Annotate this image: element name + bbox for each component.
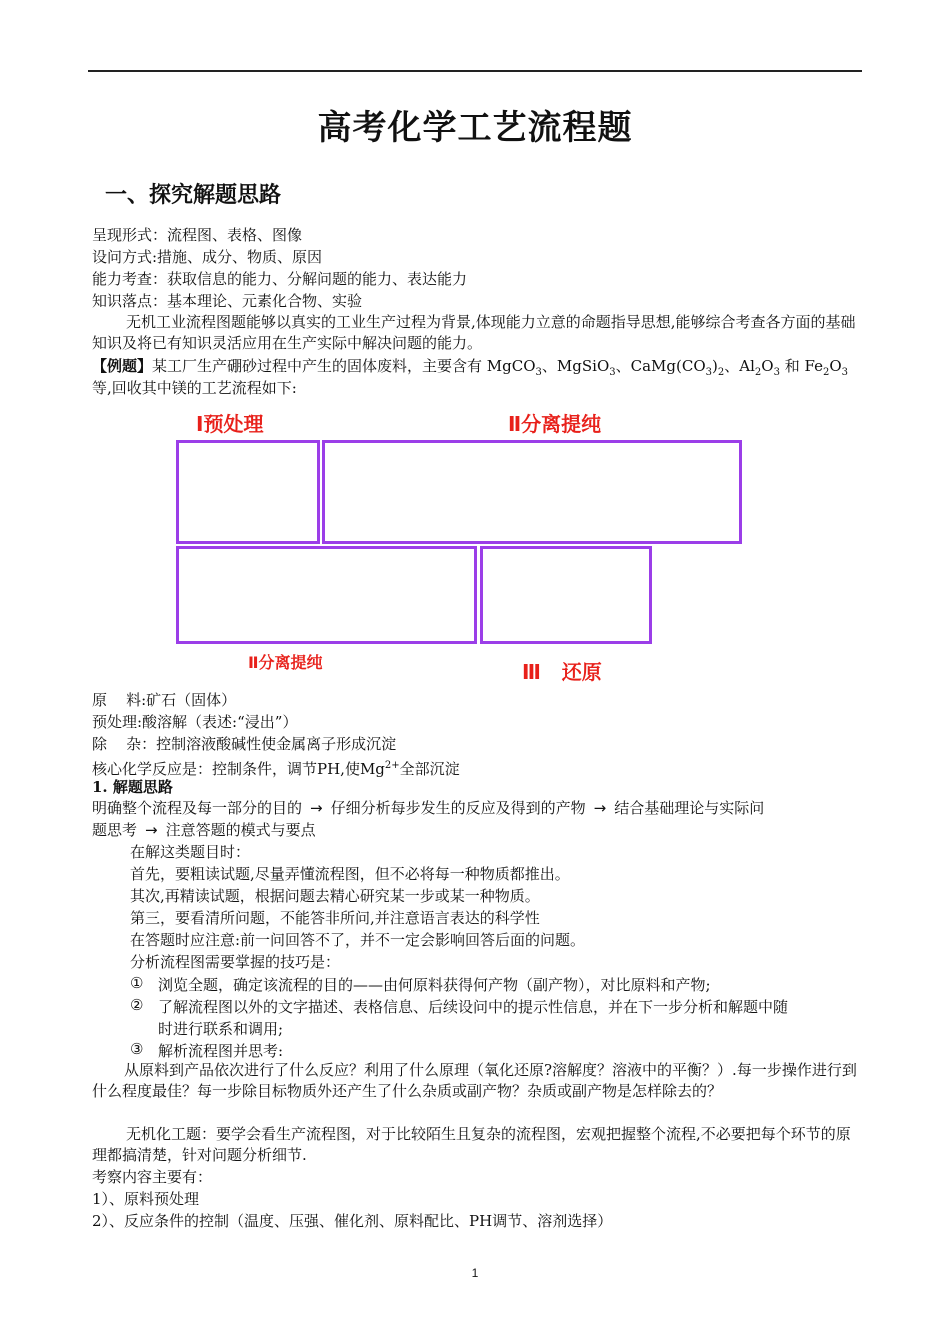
list-marker: ② bbox=[130, 996, 144, 1014]
text-line: 考察内容主要有： bbox=[92, 1168, 213, 1186]
flow-label-pretreat: Ⅰ预处理 bbox=[196, 412, 264, 436]
arrow-icon: → bbox=[310, 799, 323, 817]
text-line: 分析流程图需要掌握的技巧是： bbox=[130, 953, 341, 971]
step-text: 仔细分析每步发生的反应及得到的产物 bbox=[330, 799, 586, 817]
flow-box bbox=[176, 440, 320, 544]
list-item: 浏览全题，确定该流程的目的——由何原料获得何产物（副产物），对比原料和产物; bbox=[158, 976, 711, 994]
list-item-cont: 时进行联系和调用; bbox=[158, 1020, 284, 1038]
flow-label-separate-top: Ⅱ分离提纯 bbox=[508, 412, 602, 436]
flow-label-separate-bottom: Ⅱ分离提纯 bbox=[248, 653, 323, 672]
step-text: 题思考 bbox=[92, 821, 138, 839]
text-line: 原 料:矿石（固体） bbox=[92, 691, 237, 709]
flow-box bbox=[480, 546, 652, 644]
text-line bbox=[92, 756, 460, 779]
list-item: 解析流程图并思考: bbox=[158, 1042, 284, 1060]
text-line: 在答题时应注意:前一问回答不了，并不一定会影响回答后面的问题。 bbox=[130, 931, 586, 949]
flow-label-reduce: Ⅲ 还原 bbox=[522, 660, 602, 684]
charge: 2+ bbox=[384, 760, 400, 771]
reaction-text-end: 全部沉淀 bbox=[399, 760, 460, 778]
text-line: 2）、反应条件的控制（温度、压强、催化剂、原料配比、PH调节、溶剂选择） bbox=[92, 1212, 613, 1230]
section-heading: 一、探究解题思路 bbox=[105, 182, 282, 208]
text-line: 知识落点：基本理论、元素化合物、实验 bbox=[92, 292, 363, 310]
paragraph: 无机工业流程图题能够以真实的工业生产过程为背景,体现能力立意的命题指导思想,能够综合考查各方面的基础知识及将已有知识灵活应用在生产实际中解决问题的能力。 bbox=[92, 313, 856, 352]
example-text: 某工厂生产硼砂过程中产生的固体废料，主要含有 MgCO bbox=[152, 357, 536, 375]
text-line: 其次,再精读试题，根据问题去精心研究某一步或某一种物质。 bbox=[130, 887, 540, 905]
step-text: 明确整个流程及每一部分的目的 bbox=[92, 799, 303, 817]
example-line-2: 等,回收其中镁的工艺流程如下: bbox=[92, 379, 297, 397]
list-marker: ① bbox=[130, 974, 144, 992]
text-line: 呈现形式：流程图、表格、图像 bbox=[92, 226, 303, 244]
flow-steps bbox=[92, 798, 764, 818]
subsection-heading: 1. 解题思路 bbox=[92, 778, 173, 796]
text-line: 第三，要看清所问题，不能答非所问,并注意语言表达的科学性 bbox=[130, 909, 540, 927]
flow-box bbox=[322, 440, 742, 544]
header-rule bbox=[88, 70, 862, 72]
arrow-icon: → bbox=[145, 821, 158, 839]
text-line: 设问方式:措施、成分、物质、原因 bbox=[92, 248, 323, 266]
reaction-text: 核心化学反应是：控制条件，调节PH,使Mg bbox=[92, 760, 385, 778]
text-line: 首先，要粗读试题,尽量弄懂流程图，但不必将每一种物质都推出。 bbox=[130, 865, 570, 883]
text-line: 除 杂：控制溶液酸碱性使金属离子形成沉淀 bbox=[92, 735, 397, 753]
example-line: 【例题】某工厂生产硼砂过程中产生的固体废料，主要含有 MgCO$_3$、MgSiO$_3$、$CaMg(CO_3)_2$、$Al_2O_3$ 和 $Fe_2O_3$ bbox=[92, 357, 849, 378]
page-number: 1 bbox=[471, 1266, 479, 1280]
step-text: 结合基础理论与实际问 bbox=[614, 799, 765, 817]
flow-box bbox=[176, 546, 477, 644]
arrow-icon: → bbox=[593, 799, 607, 817]
paragraph: 无机化工题：要学会看生产流程图，对于比较陌生且复杂的流程图，宏观把握整个流程,不必要把每个环节的原理都搞清楚，针对问题分析细节. bbox=[92, 1125, 851, 1164]
text-line: 预处理:酸溶解（表述:“浸出”） bbox=[92, 713, 298, 731]
paragraph: 从原料到产品依次进行了什么反应？利用了什么原理（氧化还原?溶解度？溶液中的平衡？）.每一步操作进行到什么程度最佳？每一步除目标物质外还产生了什么杂质或副产物？杂质或副产物是怎样除去的？ bbox=[92, 1061, 857, 1100]
step-text: 注意答题的模式与要点 bbox=[165, 821, 316, 839]
text-line: 在解这类题目时： bbox=[130, 843, 251, 861]
page-title: 高考化学工艺流程题 bbox=[317, 108, 633, 148]
flow-steps-2 bbox=[92, 820, 316, 840]
text-line: 能力考查：获取信息的能力、分解问题的能力、表达能力 bbox=[92, 270, 468, 288]
list-item: 了解流程图以外的文字描述、表格信息、后续设问中的提示性信息，并在下一步分析和解题中随 bbox=[158, 998, 789, 1016]
text-line: 1）、原料预处理 bbox=[92, 1190, 200, 1208]
list-marker: ③ bbox=[130, 1040, 144, 1058]
example-label: 【例题】 bbox=[92, 357, 153, 375]
